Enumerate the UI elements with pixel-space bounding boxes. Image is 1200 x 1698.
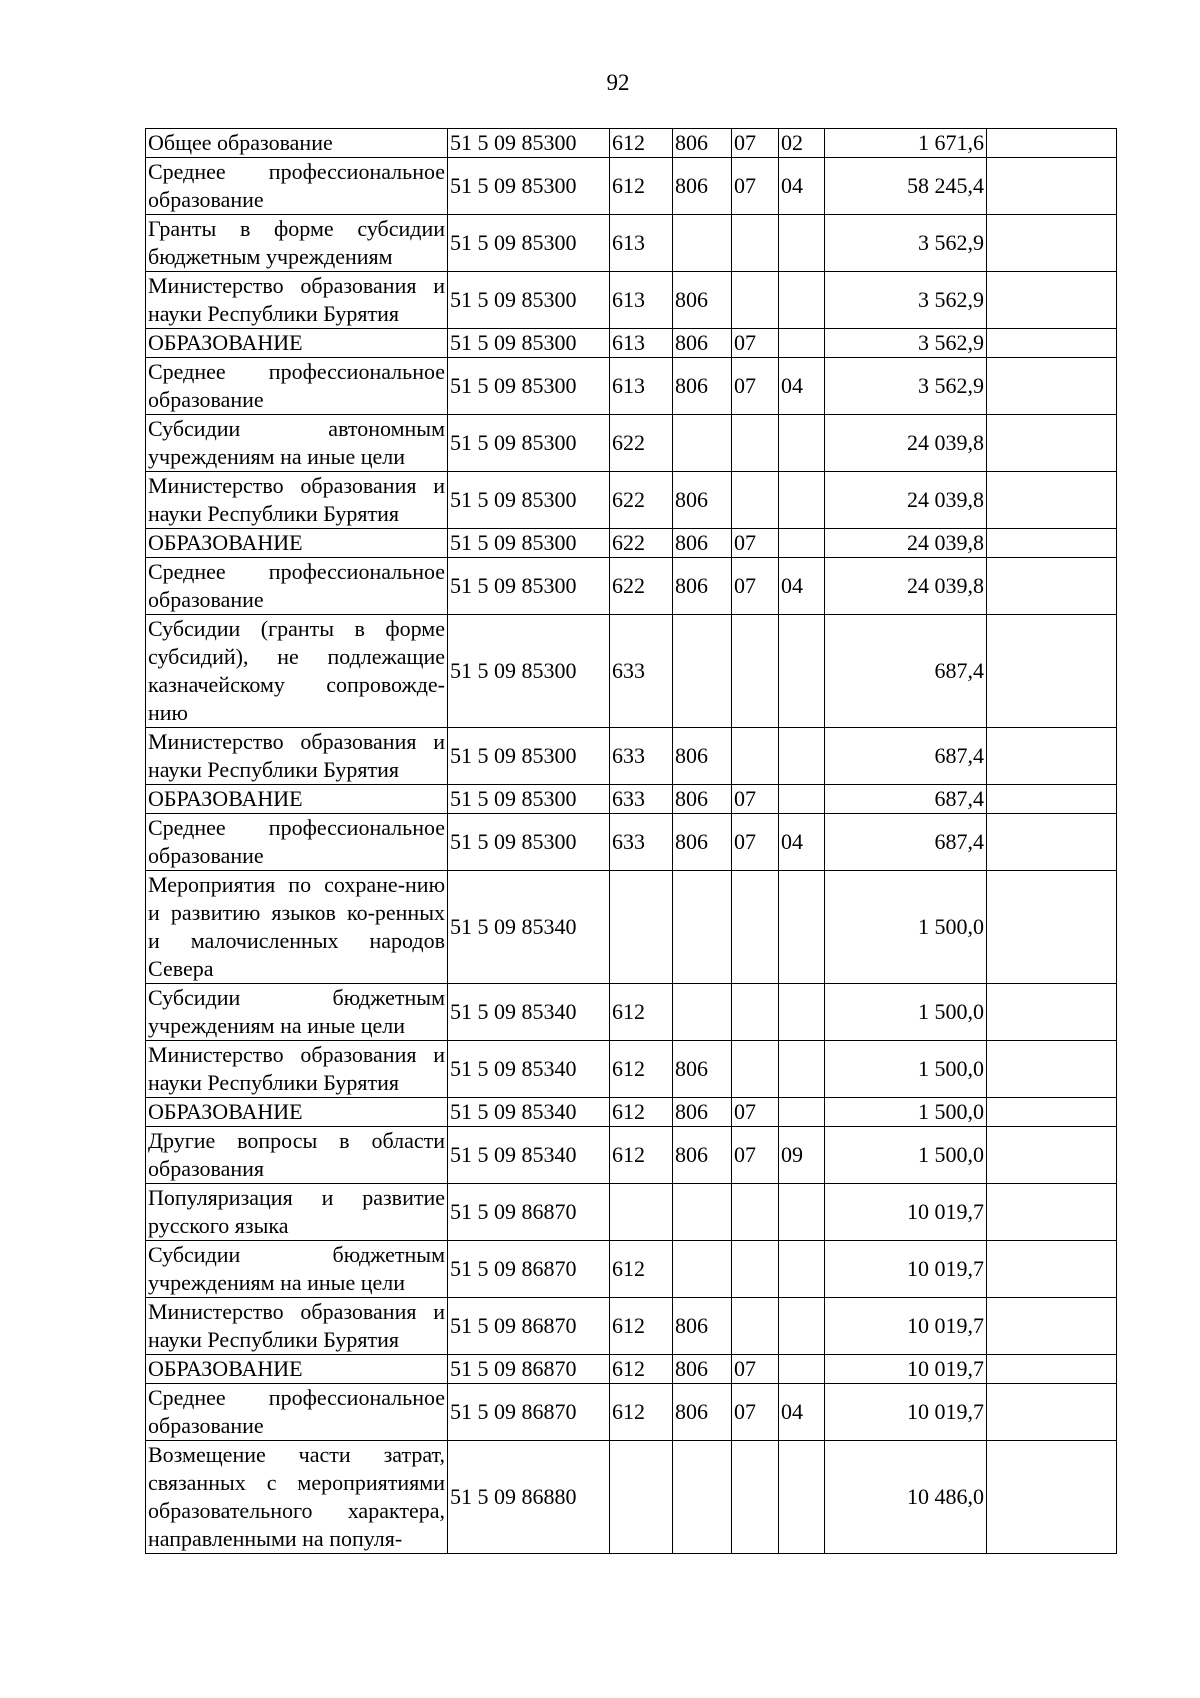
- department-cell: 806: [673, 814, 732, 871]
- department-cell: [673, 415, 732, 472]
- row-name-cell: Субсидии автономным учреждениям на иные цели: [146, 415, 448, 472]
- amount-cell: 58 245,4: [825, 158, 987, 215]
- subsection-cell: [779, 785, 825, 814]
- row-name-cell: Гранты в форме субсидии бюджетным учреждениям: [146, 215, 448, 272]
- target-code-cell: 51 5 09 85300: [448, 558, 610, 615]
- empty-cell: [987, 1298, 1117, 1355]
- amount-cell: 24 039,8: [825, 415, 987, 472]
- table-row: [146, 272, 1117, 329]
- empty-cell: [987, 1355, 1117, 1384]
- table-row: [146, 785, 1117, 814]
- empty-cell: [987, 329, 1117, 358]
- amount-cell: 24 039,8: [825, 558, 987, 615]
- subsection-cell: 09: [779, 1127, 825, 1184]
- subsection-cell: [779, 1184, 825, 1241]
- row-name-cell: Субсидии (гранты в форме субсидий), не подлежащие казначейскому сопровожде-нию: [146, 615, 448, 728]
- subsection-cell: [779, 415, 825, 472]
- target-code-cell: 51 5 09 85340: [448, 1098, 610, 1127]
- amount-cell: 3 562,9: [825, 329, 987, 358]
- amount-cell: 687,4: [825, 728, 987, 785]
- amount-cell: 1 500,0: [825, 1127, 987, 1184]
- table-row: [146, 1041, 1117, 1098]
- section-cell: [732, 1298, 779, 1355]
- department-cell: [673, 615, 732, 728]
- section-cell: 07: [732, 158, 779, 215]
- section-cell: [732, 1041, 779, 1098]
- row-name-cell: Среднее профессиональное образование: [146, 1384, 448, 1441]
- target-code-cell: 51 5 09 85300: [448, 814, 610, 871]
- table-row: [146, 158, 1117, 215]
- table-row: [146, 1384, 1117, 1441]
- amount-cell: 24 039,8: [825, 529, 987, 558]
- table-row: [146, 1184, 1117, 1241]
- section-cell: 07: [732, 814, 779, 871]
- subsection-cell: [779, 329, 825, 358]
- empty-cell: [987, 1127, 1117, 1184]
- section-cell: 07: [732, 1098, 779, 1127]
- section-cell: 07: [732, 785, 779, 814]
- department-cell: 806: [673, 329, 732, 358]
- section-cell: [732, 615, 779, 728]
- subsection-cell: [779, 984, 825, 1041]
- row-name-cell: Министерство образования и науки Республики Бурятия: [146, 728, 448, 785]
- row-name-cell: Среднее профессиональное образование: [146, 558, 448, 615]
- department-cell: 806: [673, 158, 732, 215]
- subsection-cell: [779, 1041, 825, 1098]
- section-cell: [732, 871, 779, 984]
- table-row: [146, 358, 1117, 415]
- department-cell: 806: [673, 1041, 732, 1098]
- empty-cell: [987, 472, 1117, 529]
- row-name-cell: Среднее профессиональное образование: [146, 358, 448, 415]
- section-cell: 07: [732, 1127, 779, 1184]
- target-code-cell: 51 5 09 85300: [448, 785, 610, 814]
- empty-cell: [987, 984, 1117, 1041]
- department-cell: 806: [673, 358, 732, 415]
- subsection-cell: 04: [779, 158, 825, 215]
- empty-cell: [987, 1041, 1117, 1098]
- amount-cell: 1 500,0: [825, 1098, 987, 1127]
- table-row: [146, 472, 1117, 529]
- table-row: [146, 1241, 1117, 1298]
- expense-group-cell: 613: [610, 329, 673, 358]
- section-cell: [732, 1241, 779, 1298]
- amount-cell: 10 486,0: [825, 1441, 987, 1554]
- department-cell: 806: [673, 785, 732, 814]
- subsection-cell: [779, 272, 825, 329]
- section-cell: 07: [732, 129, 779, 158]
- target-code-cell: 51 5 09 86870: [448, 1184, 610, 1241]
- expense-group-cell: 612: [610, 1127, 673, 1184]
- target-code-cell: 51 5 09 85300: [448, 215, 610, 272]
- empty-cell: [987, 1384, 1117, 1441]
- row-name-cell: Общее образование: [146, 129, 448, 158]
- amount-cell: 1 500,0: [825, 871, 987, 984]
- table-row: [146, 329, 1117, 358]
- section-cell: 07: [732, 1384, 779, 1441]
- amount-cell: 24 039,8: [825, 472, 987, 529]
- subsection-cell: 02: [779, 129, 825, 158]
- target-code-cell: 51 5 09 86870: [448, 1298, 610, 1355]
- amount-cell: 10 019,7: [825, 1355, 987, 1384]
- page-number: 92: [606, 70, 630, 95]
- empty-cell: [987, 529, 1117, 558]
- target-code-cell: 51 5 09 86870: [448, 1241, 610, 1298]
- expense-group-cell: [610, 1184, 673, 1241]
- subsection-cell: [779, 871, 825, 984]
- table-row: [146, 615, 1117, 728]
- expense-group-cell: 613: [610, 215, 673, 272]
- row-name-cell: ОБРАЗОВАНИЕ: [146, 529, 448, 558]
- table-row: [146, 1355, 1117, 1384]
- target-code-cell: 51 5 09 85340: [448, 871, 610, 984]
- amount-cell: 3 562,9: [825, 272, 987, 329]
- expense-group-cell: 622: [610, 472, 673, 529]
- department-cell: [673, 984, 732, 1041]
- department-cell: [673, 215, 732, 272]
- amount-cell: 1 671,6: [825, 129, 987, 158]
- target-code-cell: 51 5 09 85300: [448, 358, 610, 415]
- table-row: [146, 1098, 1117, 1127]
- section-cell: [732, 272, 779, 329]
- section-cell: 07: [732, 558, 779, 615]
- department-cell: 806: [673, 472, 732, 529]
- department-cell: 806: [673, 1384, 732, 1441]
- subsection-cell: 04: [779, 814, 825, 871]
- row-name-cell: ОБРАЗОВАНИЕ: [146, 329, 448, 358]
- amount-cell: 687,4: [825, 785, 987, 814]
- expense-group-cell: 612: [610, 1384, 673, 1441]
- department-cell: 806: [673, 529, 732, 558]
- empty-cell: [987, 272, 1117, 329]
- row-name-cell: Другие вопросы в области образования: [146, 1127, 448, 1184]
- subsection-cell: 04: [779, 358, 825, 415]
- amount-cell: 10 019,7: [825, 1298, 987, 1355]
- amount-cell: 1 500,0: [825, 984, 987, 1041]
- row-name-cell: Министерство образования и науки Республики Бурятия: [146, 472, 448, 529]
- section-cell: [732, 472, 779, 529]
- department-cell: 806: [673, 1127, 732, 1184]
- amount-cell: 687,4: [825, 814, 987, 871]
- department-cell: 806: [673, 1098, 732, 1127]
- subsection-cell: 04: [779, 1384, 825, 1441]
- target-code-cell: 51 5 09 85300: [448, 529, 610, 558]
- department-cell: 806: [673, 728, 732, 785]
- subsection-cell: [779, 1298, 825, 1355]
- table-row: [146, 129, 1117, 158]
- section-cell: [732, 1441, 779, 1554]
- expense-group-cell: [610, 871, 673, 984]
- subsection-cell: [779, 529, 825, 558]
- subsection-cell: [779, 1241, 825, 1298]
- expense-group-cell: 612: [610, 984, 673, 1041]
- empty-cell: [987, 358, 1117, 415]
- amount-cell: 10 019,7: [825, 1384, 987, 1441]
- empty-cell: [987, 215, 1117, 272]
- empty-cell: [987, 558, 1117, 615]
- expense-group-cell: 612: [610, 158, 673, 215]
- subsection-cell: [779, 615, 825, 728]
- subsection-cell: 04: [779, 558, 825, 615]
- table-row: [146, 558, 1117, 615]
- expense-group-cell: 612: [610, 1041, 673, 1098]
- row-name-cell: ОБРАЗОВАНИЕ: [146, 785, 448, 814]
- department-cell: 806: [673, 1298, 732, 1355]
- table-row: [146, 529, 1117, 558]
- empty-cell: [987, 728, 1117, 785]
- empty-cell: [987, 158, 1117, 215]
- section-cell: [732, 415, 779, 472]
- row-name-cell: Среднее профессиональное образование: [146, 814, 448, 871]
- target-code-cell: 51 5 09 85300: [448, 728, 610, 785]
- target-code-cell: 51 5 09 85300: [448, 329, 610, 358]
- empty-cell: [987, 1241, 1117, 1298]
- table-row: [146, 814, 1117, 871]
- target-code-cell: 51 5 09 85300: [448, 472, 610, 529]
- target-code-cell: 51 5 09 85340: [448, 984, 610, 1041]
- department-cell: [673, 871, 732, 984]
- department-cell: [673, 1184, 732, 1241]
- section-cell: 07: [732, 329, 779, 358]
- expense-group-cell: 622: [610, 558, 673, 615]
- row-name-cell: Министерство образования и науки Республики Бурятия: [146, 1041, 448, 1098]
- target-code-cell: 51 5 09 85340: [448, 1041, 610, 1098]
- expense-group-cell: 612: [610, 1298, 673, 1355]
- row-name-cell: Среднее профессиональное образование: [146, 158, 448, 215]
- department-cell: [673, 1241, 732, 1298]
- expense-group-cell: 613: [610, 272, 673, 329]
- expense-group-cell: 613: [610, 358, 673, 415]
- subsection-cell: [779, 215, 825, 272]
- table-row: [146, 215, 1117, 272]
- row-name-cell: Министерство образования и науки Республики Бурятия: [146, 272, 448, 329]
- department-cell: [673, 1441, 732, 1554]
- target-code-cell: 51 5 09 85300: [448, 615, 610, 728]
- expense-group-cell: 612: [610, 1355, 673, 1384]
- row-name-cell: Субсидии бюджетным учреждениям на иные цели: [146, 984, 448, 1041]
- amount-cell: 3 562,9: [825, 215, 987, 272]
- empty-cell: [987, 615, 1117, 728]
- row-name-cell: Мероприятия по сохране-нию и развитию языков ко-ренных и малочисленных народов Севера: [146, 871, 448, 984]
- target-code-cell: 51 5 09 85300: [448, 415, 610, 472]
- amount-cell: 1 500,0: [825, 1041, 987, 1098]
- section-cell: 07: [732, 1355, 779, 1384]
- empty-cell: [987, 814, 1117, 871]
- department-cell: 806: [673, 129, 732, 158]
- section-cell: [732, 728, 779, 785]
- row-name-cell: Популяризация и развитие русского языка: [146, 1184, 448, 1241]
- section-cell: [732, 215, 779, 272]
- target-code-cell: 51 5 09 86880: [448, 1441, 610, 1554]
- row-name-cell: Возмещение части затрат, связанных с мероприятиями образовательного характера, направленными на популя-: [146, 1441, 448, 1554]
- target-code-cell: 51 5 09 86870: [448, 1384, 610, 1441]
- section-cell: 07: [732, 529, 779, 558]
- subsection-cell: [779, 1441, 825, 1554]
- expense-group-cell: 612: [610, 1241, 673, 1298]
- row-name-cell: Министерство образования и науки Республики Бурятия: [146, 1298, 448, 1355]
- section-cell: [732, 984, 779, 1041]
- subsection-cell: [779, 1355, 825, 1384]
- department-cell: 806: [673, 272, 732, 329]
- table-row: [146, 1127, 1117, 1184]
- empty-cell: [987, 785, 1117, 814]
- table-row: [146, 1441, 1117, 1554]
- table-row: [146, 415, 1117, 472]
- expense-group-cell: 633: [610, 814, 673, 871]
- empty-cell: [987, 1184, 1117, 1241]
- subsection-cell: [779, 1098, 825, 1127]
- row-name-cell: ОБРАЗОВАНИЕ: [146, 1098, 448, 1127]
- amount-cell: 687,4: [825, 615, 987, 728]
- table-row: [146, 1298, 1117, 1355]
- expense-group-cell: 633: [610, 728, 673, 785]
- table-body: [146, 129, 1117, 1554]
- department-cell: 806: [673, 558, 732, 615]
- empty-cell: [987, 871, 1117, 984]
- target-code-cell: 51 5 09 86870: [448, 1355, 610, 1384]
- table-row: [146, 984, 1117, 1041]
- amount-cell: 3 562,9: [825, 358, 987, 415]
- amount-cell: 10 019,7: [825, 1241, 987, 1298]
- row-name-cell: ОБРАЗОВАНИЕ: [146, 1355, 448, 1384]
- empty-cell: [987, 1098, 1117, 1127]
- expense-group-cell: 633: [610, 615, 673, 728]
- amount-cell: 10 019,7: [825, 1184, 987, 1241]
- table-row: [146, 871, 1117, 984]
- expense-group-cell: [610, 1441, 673, 1554]
- budget-table: [145, 128, 1117, 1554]
- target-code-cell: 51 5 09 85300: [448, 272, 610, 329]
- table-row: [146, 728, 1117, 785]
- empty-cell: [987, 1441, 1117, 1554]
- expense-group-cell: 612: [610, 1098, 673, 1127]
- target-code-cell: 51 5 09 85340: [448, 1127, 610, 1184]
- department-cell: 806: [673, 1355, 732, 1384]
- expense-group-cell: 612: [610, 129, 673, 158]
- section-cell: [732, 1184, 779, 1241]
- expense-group-cell: 633: [610, 785, 673, 814]
- row-name-cell: Субсидии бюджетным учреждениям на иные цели: [146, 1241, 448, 1298]
- expense-group-cell: 622: [610, 415, 673, 472]
- subsection-cell: [779, 728, 825, 785]
- empty-cell: [987, 415, 1117, 472]
- target-code-cell: 51 5 09 85300: [448, 158, 610, 215]
- section-cell: 07: [732, 358, 779, 415]
- empty-cell: [987, 129, 1117, 158]
- target-code-cell: 51 5 09 85300: [448, 129, 610, 158]
- subsection-cell: [779, 472, 825, 529]
- expense-group-cell: 622: [610, 529, 673, 558]
